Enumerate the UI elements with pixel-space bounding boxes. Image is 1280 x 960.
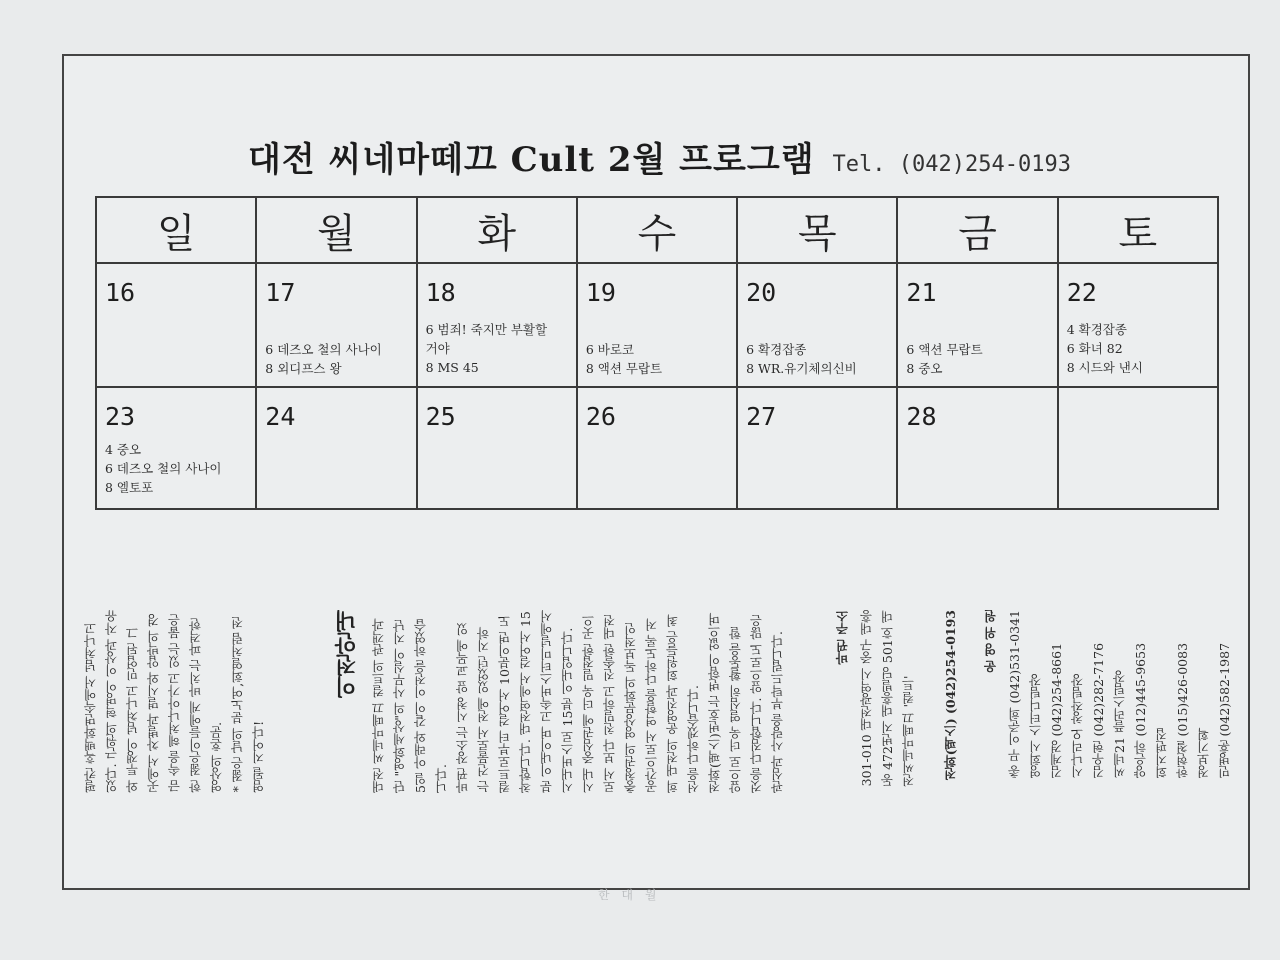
notice-section <box>70 610 1250 895</box>
notice-line: 로서 보다 친밀하고 진솔한 대전 <box>602 614 617 793</box>
calendar-day-cell <box>96 263 256 387</box>
calendar-day-cell <box>1058 387 1218 509</box>
notice-line: 5일 아래와 같이 이전을 하였습 <box>413 619 428 793</box>
screening-list <box>586 340 730 378</box>
notice-line: 대전 씨네마떼끄 컬트의 관객과 <box>371 618 386 793</box>
phone-line: 전화(팩스) (042)254-0193 <box>943 610 958 781</box>
day-number: 24 <box>265 402 296 431</box>
phone-number: Tel. (042)254-0193 <box>832 152 1071 177</box>
day-number: 17 <box>265 278 296 307</box>
notice-line: 정보기획 <box>1196 727 1211 778</box>
calendar-day-cell <box>577 387 737 509</box>
notice-line: 선을 다하겠습니다. <box>686 685 701 793</box>
notice-line: 김계경 (042)254-8661 <box>1049 642 1064 778</box>
screening-list <box>1067 320 1211 377</box>
address-text <box>856 610 919 786</box>
day-number: 19 <box>585 278 616 307</box>
notice-line: 한현철 (015)426-0083 <box>1175 642 1190 778</box>
screening-item: 6 데즈오 철의 사나이 <box>105 461 222 476</box>
notice-line: 충청권의 영상문화의 독보적인 <box>623 622 638 793</box>
notice-line: 컬트로부터 걸어서 10분이면 도 <box>497 615 512 793</box>
notice-line: 관심과 사랑을 부탁드립니다. <box>770 631 785 793</box>
weekday-header: 금 <box>897 197 1057 263</box>
notice-line: 것을 다짐합니다. 앞으로도 많은 <box>749 614 764 793</box>
screening-item: 6 바로코 <box>585 342 634 357</box>
header <box>248 132 1108 182</box>
screening-item: 4 중오 <box>105 442 142 457</box>
committee-heading: 운 영 위 원 <box>983 610 998 674</box>
weekday-header: 수 <box>577 197 737 263</box>
notice-line: 한 젊은이들에게 바치는 파격한 <box>188 617 203 793</box>
screening-list <box>265 340 409 378</box>
screening-item: 8 WR.유기체의신비 <box>746 361 857 376</box>
notice-line: 전화(팩스)번호는 변함이 없으며 <box>707 612 722 793</box>
move-notice-text <box>368 610 788 793</box>
notice-line: 시내버스로 15분 이내입니다. <box>560 627 575 793</box>
notice-line: 전씨네마떼끄 '컬트' <box>901 675 916 787</box>
address-label: 바뀐 주소 <box>835 610 850 665</box>
screening-list <box>426 320 570 377</box>
screening-item: 8 중오 <box>906 361 943 376</box>
calendar-day-cell <box>1058 263 1218 387</box>
day-number: 26 <box>585 402 616 431</box>
notice-line: 양은하 (012)445-9653 <box>1133 642 1148 778</box>
screening-item: 8 MS 45 <box>425 360 479 375</box>
day-number: 28 <box>906 402 937 431</box>
notice-line: 니다. <box>434 763 449 793</box>
calendar-day-cell <box>256 263 416 387</box>
notice-line: 영회시 스터디팀장 <box>1028 673 1043 778</box>
day-number: 16 <box>105 278 136 307</box>
notice-line: * 젊은 날의 분노여,회열처럼 전 <box>230 616 245 793</box>
notice-line: 영상의 혼문. <box>209 721 224 793</box>
screening-item: 8 액션 무랍트 <box>585 361 663 376</box>
notice-line: 김우현 (042)282-7176 <box>1091 642 1106 778</box>
notice-line: 총 무 이준희 (042)531-0341 <box>1007 610 1022 778</box>
notice-line: 착합니다. 대전역에서 걸어서 15 <box>518 611 533 793</box>
weekday-header: 월 <box>256 197 416 263</box>
calendar-day-cell <box>737 387 897 509</box>
calendar-day-cell <box>897 387 1057 509</box>
screening-item: 8 시드와 낸시 <box>1066 360 1143 375</box>
screening-list <box>105 440 249 497</box>
notice-line: 는 건물로서 전에 있었던 지하 <box>476 627 491 793</box>
calendar-day-cell <box>417 263 577 387</box>
notice-line: 301-010 대전광역시 중구 대흥 <box>859 610 874 787</box>
calendar-day-cell <box>96 387 256 509</box>
notice-line: 염될 지어다! <box>251 720 266 793</box>
move-notice-heading: 이전안내 <box>334 610 360 698</box>
notice-line: 씨네21 플러스팀장 <box>1112 670 1127 778</box>
day-number: 27 <box>746 402 777 431</box>
notice-line: 회지편집 <box>1154 727 1169 778</box>
weekday-header: 토 <box>1058 197 1218 263</box>
screening-list <box>906 340 1050 378</box>
notice-line: 시내 중심권에 더욱 밀접한 곳으 <box>581 614 596 793</box>
notice-line: 분 이내이며 고속버스터미널에서 <box>539 610 554 793</box>
notice-line: 동 472번지 대흥빌딩 501호 대 <box>880 610 895 787</box>
screening-item: 거야 <box>425 341 450 356</box>
screening-item: 4 확경잡종 <box>1066 322 1127 337</box>
notice-line: 곳에서 차별과 멸시와 압박의 경 <box>146 613 161 793</box>
notice-line: 희 대전의 운영진과 회원들은 최 <box>665 614 680 793</box>
screening-item: 6 데즈오 철의 사나이 <box>265 342 382 357</box>
notice-line: 단 "영화세상"의 사무실이 지난 <box>392 619 407 793</box>
screening-list <box>746 340 890 378</box>
notice-line: 있다. 근원의 혁명이 이상과 자유 <box>104 610 119 793</box>
screening-item: 8 외디프스 왕 <box>265 361 342 376</box>
calendar-day-cell <box>577 263 737 387</box>
screening-item: 8 엘토포 <box>105 480 154 495</box>
day-number: 21 <box>906 278 937 307</box>
notice-line: 펼칸 혹백화면속에서 넘쳐나고 <box>83 621 98 793</box>
page-title: 대전 씨네마떼끄 Cult 2월 프로그램 <box>248 140 815 180</box>
notice-line: 공간으로서 역할을 다하도록 저 <box>644 618 659 793</box>
screening-item: 6 범죄! 죽지만 부활할 <box>425 322 548 337</box>
screening-item: 6 확경잡종 <box>746 342 807 357</box>
calendar-table <box>95 196 1219 510</box>
weekday-header: 목 <box>737 197 897 263</box>
day-number: 23 <box>105 402 136 431</box>
day-number: 22 <box>1066 278 1097 307</box>
calendar-day-cell <box>897 263 1057 387</box>
calendar-day-cell <box>737 263 897 387</box>
notice-line: 앞으로 더욱 열심히 활동을 할 <box>728 627 743 793</box>
notice-line: 시나리오 창작팀장 <box>1070 673 1085 778</box>
notice-line: 민병훈 (042)582-1987 <box>1217 642 1232 778</box>
calendar-day-cell <box>256 387 416 509</box>
intro-text <box>80 610 269 792</box>
bleed-through-mark: 한 대 월 <box>598 888 661 902</box>
screening-item: 6 화녀 82 <box>1066 341 1123 356</box>
weekday-header: 화 <box>417 197 577 263</box>
weekday-header: 일 <box>96 197 256 263</box>
calendar-day-cell <box>417 387 577 509</box>
notice-line: 와 투쟁이 넘쳐나고 민업된 그 <box>125 626 140 793</box>
day-number: 25 <box>425 402 456 431</box>
day-number: 20 <box>746 278 777 307</box>
screening-item: 6 액션 무랍트 <box>906 342 983 357</box>
committee-list <box>1004 610 1235 778</box>
notice-line: 금 속을 헤쳐나아가고 있는 뭅은 <box>167 613 182 793</box>
notice-line: 바뀐 장소는 시청 앞 교목에 있 <box>455 623 470 793</box>
day-number: 18 <box>425 278 456 307</box>
